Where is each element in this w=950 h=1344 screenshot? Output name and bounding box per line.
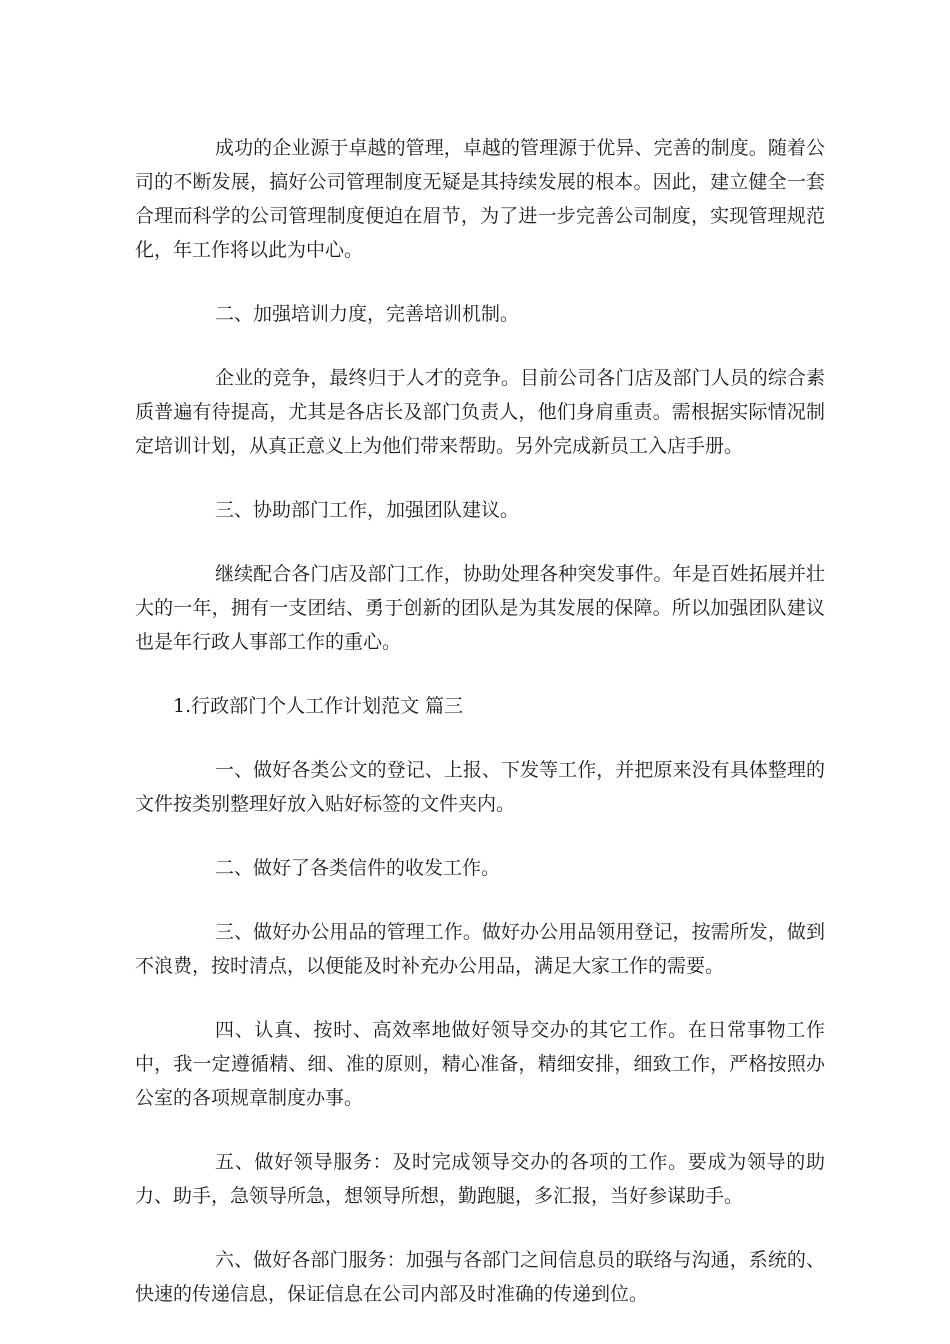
item-documents: 一、做好各类公文的登记、上报、下发等工作，并把原来没有具体整理的文件按类别整理好放入贴好标签的文件夹内。 [135,759,825,815]
paragraph-team: 继续配合各门店及部门工作，协助处理各种突发事件。年是百姓拓展并壮大的一年，拥有一支团结、勇于创新的团队是为其发展的保障。所以加强团队建议也是年行政人事部工作的重心。 [135,563,825,653]
section-title: 1.行政部门个人工作计划范文 篇三 [173,695,464,717]
heading-training: 二、加强培训力度，完善培训机制。 [215,303,520,325]
heading-team: 三、协助部门工作，加强团队建议。 [215,499,520,521]
item-department-service: 六、做好各部门服务：加强与各部门之间信息员的联络与沟通，系统的、快速的传递信息，保证信息在公司内部及时准确的传递到位。 [135,1249,825,1305]
document-body [135,131,825,1341]
item-assigned-work: 四、认真、按时、高效率地做好领导交办的其它工作。在日常事物工作中，我一定遵循精、细、准的原则，精心准备，精细安排，细致工作，严格按照办公室的各项规章制度办事。 [135,1019,825,1109]
paragraph-management-system: 成功的企业源于卓越的管理，卓越的管理源于优异、完善的制度。随着公司的不断发展，搞好公司管理制度无疑是其持续发展的根本。因此，建立健全一套合理而科学的公司管理制度便迫在眉节，为了进一步完善公司制度，实现管理规范化，年工作将以此为中心。 [135,137,825,261]
item-leader-service: 五、做好领导服务：及时完成领导交办的各项的工作。要成为领导的助力、助手，急领导所急，想领导所想，勤跑腿，多汇报，当好参谋助手。 [135,1151,825,1207]
item-mail: 二、做好了各类信件的收发工作。 [215,857,501,879]
paragraph-training: 企业的竞争，最终归于人才的竞争。目前公司各门店及部门人员的综合素质普遍有待提高，尤其是各店长及部门负责人，他们身肩重责。需根据实际情况制定培训计划，从真正意义上为他们带来帮助。另外完成新员工入店手册。 [135,367,825,457]
item-office-supplies: 三、做好办公用品的管理工作。做好办公用品领用登记，按需所发，做到不浪费，按时清点，以便能及时补充办公用品，满足大家工作的需要。 [135,921,825,977]
